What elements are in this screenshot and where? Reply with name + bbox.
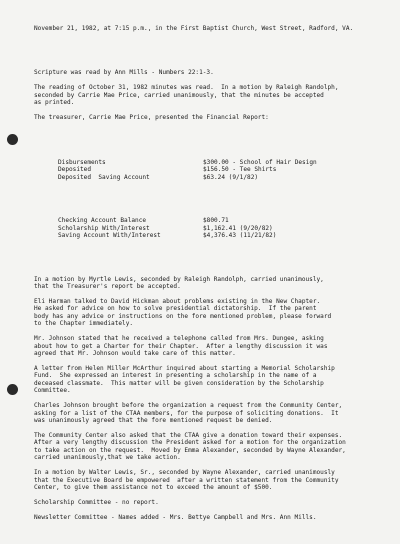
text-line: Scholarship Committee - no report. <box>34 499 159 506</box>
financial-group-2 <box>58 217 390 240</box>
financial-label: Saving Account With/Interest <box>58 232 161 240</box>
financial-label: Checking Account Balance <box>58 217 147 225</box>
paragraph <box>34 84 390 106</box>
text-line: Center, to give them assistance not to exceed the amount of $500. <box>34 484 273 491</box>
financial-row <box>58 225 390 233</box>
text-line: The Community Center also asked that the CTAA give a donation toward their expenses. <box>34 431 343 439</box>
paragraph <box>34 276 390 291</box>
text-line: In a motion by Myrtle Lewis, seconded by Raleigh Randolph, carried unanimously, <box>34 275 324 283</box>
paragraphs-top <box>34 69 390 121</box>
text-line: to the Chapter immediately. <box>34 320 134 328</box>
text-line: Charles Johnson brought before the organization a request from the Community Center, <box>34 402 343 410</box>
paragraph <box>34 298 390 328</box>
financial-row <box>58 174 390 182</box>
text-line: as printed. <box>34 99 75 107</box>
financial-value: $156.50 - Tee Shirts <box>203 166 277 174</box>
text-line: After a very lengthy discussion the President asked for a motion for the organization <box>34 439 346 447</box>
paragraphs-bottom <box>34 276 390 522</box>
paragraph <box>34 469 390 491</box>
text-line: carried unanimously,that we take action. <box>34 454 181 462</box>
text-line: A letter from Helen Miller McArthur inquired about starting a Memorial Scholarship <box>34 364 335 372</box>
paragraph <box>34 365 390 395</box>
binder-hole <box>7 134 18 145</box>
financial-row <box>58 166 390 174</box>
financial-value: $4,376.43 (11/21/82) <box>203 232 277 240</box>
text-line: to take action on the request. Moved by Emma Alexander, seconded by Wayne Alexander, <box>34 446 346 454</box>
text-line: In a motion by Walter Lewis, Sr., seconded by Wayne Alexander, carried unanimously <box>34 469 335 477</box>
financial-group-1 <box>58 159 390 182</box>
financial-value: $300.00 - School of Hair Design <box>203 158 317 166</box>
financial-value: $1,162.41 (9/20/82) <box>203 224 273 232</box>
text-line: The reading of October 31, 1982 minutes was read. In a motion by Raleigh Randolph, <box>34 84 339 92</box>
financial-value: $63.24 (9/1/82) <box>203 173 259 181</box>
header-line: November 21, 1982, at 7:15 p.m., in the First Baptist Church, West Street, Radford, VA. <box>34 24 354 32</box>
text-line: deceased classmate. This matter will be given consideration by the Scholarship <box>34 379 324 387</box>
paragraph <box>34 69 390 76</box>
text-line: Mr. Johnson stated that he received a telephone called from Mrs. Dungee, asking <box>34 335 324 343</box>
text-line: about how to get a Charter for their Chapter. After a lengthy discussion it was <box>34 342 328 350</box>
text-line: Eli Harman talked to David Hickman about problems existing in the New Chapter. <box>34 297 321 305</box>
financial-label: Scholarship With/Interest <box>58 224 150 232</box>
financial-report <box>58 144 390 255</box>
text-line: seconded by Carrie Mae Price, carried unanimously, that the minutes be accepted <box>34 91 324 99</box>
binder-hole <box>7 384 18 395</box>
financial-label: Disbursements <box>58 158 106 166</box>
text-line: Scripture was read by Ann Mills - Numbers 22:1-3. <box>34 69 214 77</box>
paragraph <box>34 514 390 521</box>
text-line: Newsletter Committee - Names added - Mrs. Bettye Campbell and Mrs. Ann Mills. <box>34 514 317 521</box>
text-line: Fund. She expressed an interest in presenting a scholarship in the name of a <box>34 372 317 380</box>
paragraph <box>34 335 390 357</box>
paragraph <box>34 499 390 506</box>
text-line: The treasurer, Carrie Mae Price, presented the Financial Report: <box>34 114 269 122</box>
financial-value: $800.71 <box>203 217 229 225</box>
financial-row <box>58 159 390 167</box>
text-line: body has any advice or instructions on the fore mentioned problem, please forward <box>34 312 332 320</box>
text-line: was unanimously agreed that the fore mentioned request be denied. <box>34 416 273 424</box>
minutes-text <box>34 0 390 544</box>
text-line: He asked for advice on how to solve presidential dictatorship. If the parent <box>34 305 317 313</box>
financial-row <box>58 232 390 240</box>
text-line: Committee. <box>34 387 71 395</box>
financial-label: Deposited Saving Account <box>58 173 150 181</box>
financial-label: Deposited <box>58 166 92 174</box>
financial-row <box>58 217 390 225</box>
paragraph <box>34 114 390 121</box>
text-line: that the Treasurer's report be accepted. <box>34 282 181 290</box>
text-line: agreed that Mr. Johnson would take care of this matter. <box>34 349 236 357</box>
text-line: asking for a list of the CTAA members, for the purpose of soliciting donations. It <box>34 409 339 417</box>
paragraph <box>34 432 390 462</box>
text-line: that the Executive Board be empowered after a written statement from the Community <box>34 476 339 484</box>
paragraph <box>34 402 390 424</box>
